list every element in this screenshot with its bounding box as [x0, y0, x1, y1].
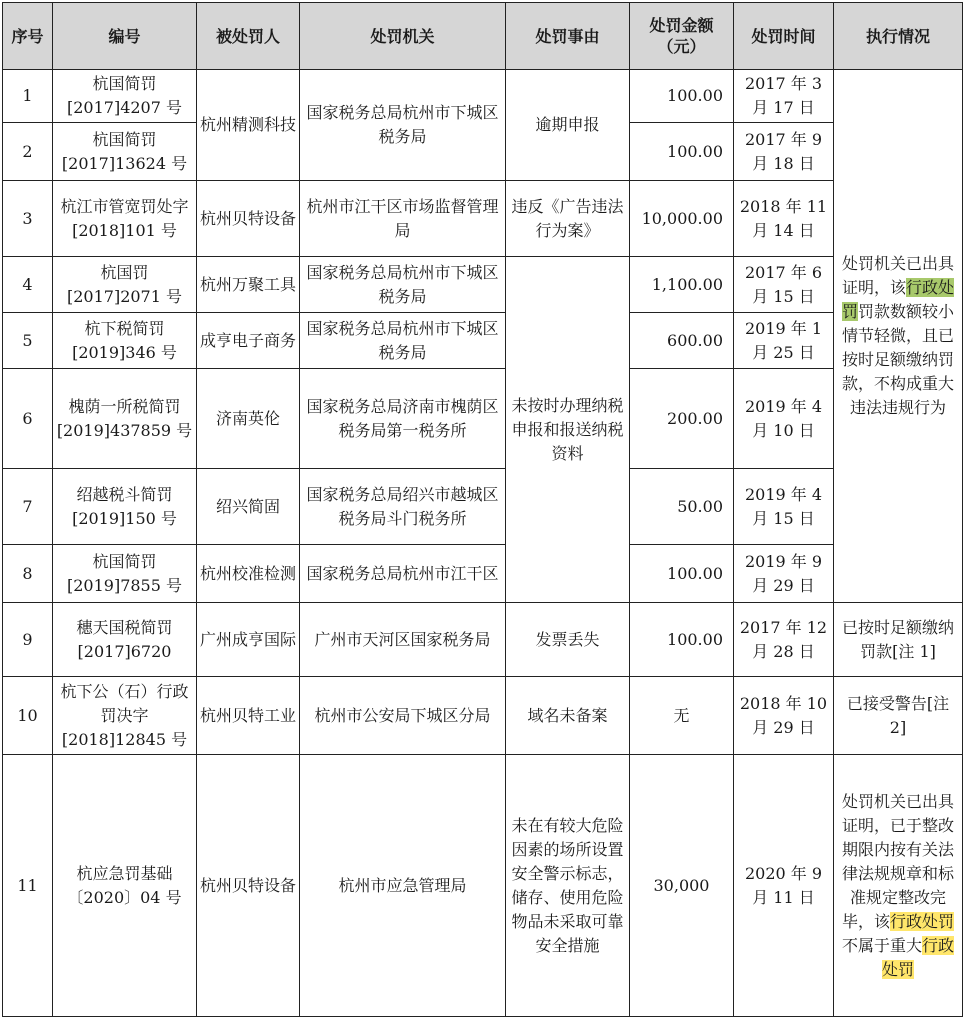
- cell-seq: 9: [3, 603, 53, 677]
- cell-code: 杭国简罚[2017]13624 号: [53, 123, 197, 181]
- cell-reason: 发票丢失: [506, 603, 630, 677]
- cell-amount: 10,000.00: [630, 181, 734, 257]
- header-row: [3, 3, 963, 70]
- cell-amount: 100.00: [630, 70, 734, 123]
- cell-amount: 30,000: [630, 755, 734, 1017]
- table-row: [3, 369, 963, 469]
- col-header-reason: 处罚事由: [506, 3, 630, 70]
- cell-reason: 逾期申报: [506, 70, 630, 181]
- table-row: [3, 70, 963, 123]
- status-text: 处罚机关已出具证明，该: [841, 254, 954, 297]
- cell-amount: 200.00: [630, 369, 734, 469]
- cell-code: 杭江市管宽罚处字[2018]101 号: [53, 181, 197, 257]
- cell-seq: 11: [3, 755, 53, 1017]
- cell-seq: 10: [3, 677, 53, 755]
- cell-seq: 6: [3, 369, 53, 469]
- status-highlight: 行政处罚: [881, 935, 955, 979]
- table-row: [3, 469, 963, 545]
- cell-date: 2019 年 9 月 29 日: [734, 545, 834, 603]
- status-text: 不属于重大: [841, 935, 922, 955]
- cell-date: 2020 年 9 月 11 日: [734, 755, 834, 1017]
- cell-code: 杭国简罚[2019]7855 号: [53, 545, 197, 603]
- cell-status-merged: [834, 70, 963, 603]
- col-header-seq: 序号: [3, 3, 53, 70]
- table-row: [3, 257, 963, 313]
- cell-status: 已按时足额缴纳罚款[注 1]: [834, 603, 963, 677]
- cell-party: 成亨电子商务: [197, 313, 300, 369]
- cell-date: 2017 年 12 月 28 日: [734, 603, 834, 677]
- cell-date: 2019 年 4 月 15 日: [734, 469, 834, 545]
- cell-authority: 国家税务总局杭州市江干区: [300, 545, 506, 603]
- cell-amount: 600.00: [630, 313, 734, 369]
- cell-party: 杭州贝特设备: [197, 755, 300, 1017]
- cell-code: 杭下税简罚[2019]346 号: [53, 313, 197, 369]
- table-row: [3, 181, 963, 257]
- col-header-amount: 处罚金额（元）: [630, 3, 734, 70]
- cell-party: 杭州精测科技: [197, 70, 300, 181]
- cell-date: 2019 年 4 月 10 日: [734, 369, 834, 469]
- col-header-authority: 处罚机关: [300, 3, 506, 70]
- table-row: [3, 545, 963, 603]
- table-row: [3, 755, 963, 1017]
- col-header-date: 处罚时间: [734, 3, 834, 70]
- cell-authority: 杭州市应急管理局: [300, 755, 506, 1017]
- penalty-table: [2, 2, 963, 1017]
- cell-authority: 杭州市公安局下城区分局: [300, 677, 506, 755]
- cell-date: 2017 年 3 月 17 日: [734, 70, 834, 123]
- status-text: 处罚机关已出具证明，已于整改期限内按有关法律法规规章和标准规定整改完毕，该: [841, 791, 954, 931]
- cell-amount: 50.00: [630, 469, 734, 545]
- cell-seq: 3: [3, 181, 53, 257]
- cell-date: 2019 年 1 月 25 日: [734, 313, 834, 369]
- cell-amount: 100.00: [630, 545, 734, 603]
- cell-reason: 未在有较大危险因素的场所设置安全警示标志，储存、使用危险物品未采取可靠安全措施: [506, 755, 630, 1017]
- cell-reason: 域名未备案: [506, 677, 630, 755]
- cell-seq: 8: [3, 545, 53, 603]
- cell-party: 杭州贝特工业: [197, 677, 300, 755]
- cell-authority: 国家税务总局杭州市下城区税务局: [300, 313, 506, 369]
- cell-seq: 5: [3, 313, 53, 369]
- cell-reason: 违反《广告违法行为案》: [506, 181, 630, 257]
- cell-authority: 国家税务总局杭州市下城区税务局: [300, 257, 506, 313]
- cell-party: 济南英伦: [197, 369, 300, 469]
- cell-reason: 未按时办理纳税申报和报送纳税资料: [506, 257, 630, 603]
- col-header-status: 执行情况: [834, 3, 963, 70]
- cell-seq: 7: [3, 469, 53, 545]
- cell-amount: 100.00: [630, 603, 734, 677]
- cell-authority: 广州市天河区国家税务局: [300, 603, 506, 677]
- cell-authority: 国家税务总局绍兴市越城区税务局斗门税务所: [300, 469, 506, 545]
- cell-party: 杭州万聚工具: [197, 257, 300, 313]
- table-row: [3, 313, 963, 369]
- cell-party: 广州成亨国际: [197, 603, 300, 677]
- cell-code: 杭国简罚[2017]4207 号: [53, 70, 197, 123]
- cell-seq: 1: [3, 70, 53, 123]
- cell-code: 杭国罚[2017]2071 号: [53, 257, 197, 313]
- cell-amount: 100.00: [630, 123, 734, 181]
- cell-status: 已接受警告[注 2]: [834, 677, 963, 755]
- cell-status: [834, 755, 963, 1017]
- cell-party: 杭州贝特设备: [197, 181, 300, 257]
- cell-seq: 2: [3, 123, 53, 181]
- table-row: [3, 603, 963, 677]
- status-highlight: 行政处罚: [841, 278, 955, 321]
- col-header-code: 编号: [53, 3, 197, 70]
- cell-amount: 1,100.00: [630, 257, 734, 313]
- table-row: [3, 677, 963, 755]
- cell-authority: 国家税务总局济南市槐荫区税务局第一税务所: [300, 369, 506, 469]
- cell-seq: 4: [3, 257, 53, 313]
- col-header-party: 被处罚人: [197, 3, 300, 70]
- status-text: 罚款数额较小情节轻微，且已按时足额缴纳罚款，不构成重大违法违规行为: [841, 302, 955, 417]
- cell-code: 杭下公（石）行政罚决字[2018]12845 号: [53, 677, 197, 755]
- cell-date: 2018 年 10 月 29 日: [734, 677, 834, 755]
- cell-party: 绍兴简固: [197, 469, 300, 545]
- cell-authority: 国家税务总局杭州市下城区税务局: [300, 70, 506, 181]
- cell-date: 2017 年 9 月 18 日: [734, 123, 834, 181]
- status-highlight: 行政处罚: [890, 911, 955, 931]
- cell-authority: 杭州市江干区市场监督管理局: [300, 181, 506, 257]
- cell-code: 穗天国税简罚[2017]6720: [53, 603, 197, 677]
- cell-code: 杭应急罚基础〔2020〕04 号: [53, 755, 197, 1017]
- cell-code: 槐荫一所税简罚[2019]437859 号: [53, 369, 197, 469]
- cell-amount: 无: [630, 677, 734, 755]
- cell-code: 绍越税斗简罚[2019]150 号: [53, 469, 197, 545]
- cell-date: 2018 年 11 月 14 日: [734, 181, 834, 257]
- cell-party: 杭州校准检测: [197, 545, 300, 603]
- cell-date: 2017 年 6 月 15 日: [734, 257, 834, 313]
